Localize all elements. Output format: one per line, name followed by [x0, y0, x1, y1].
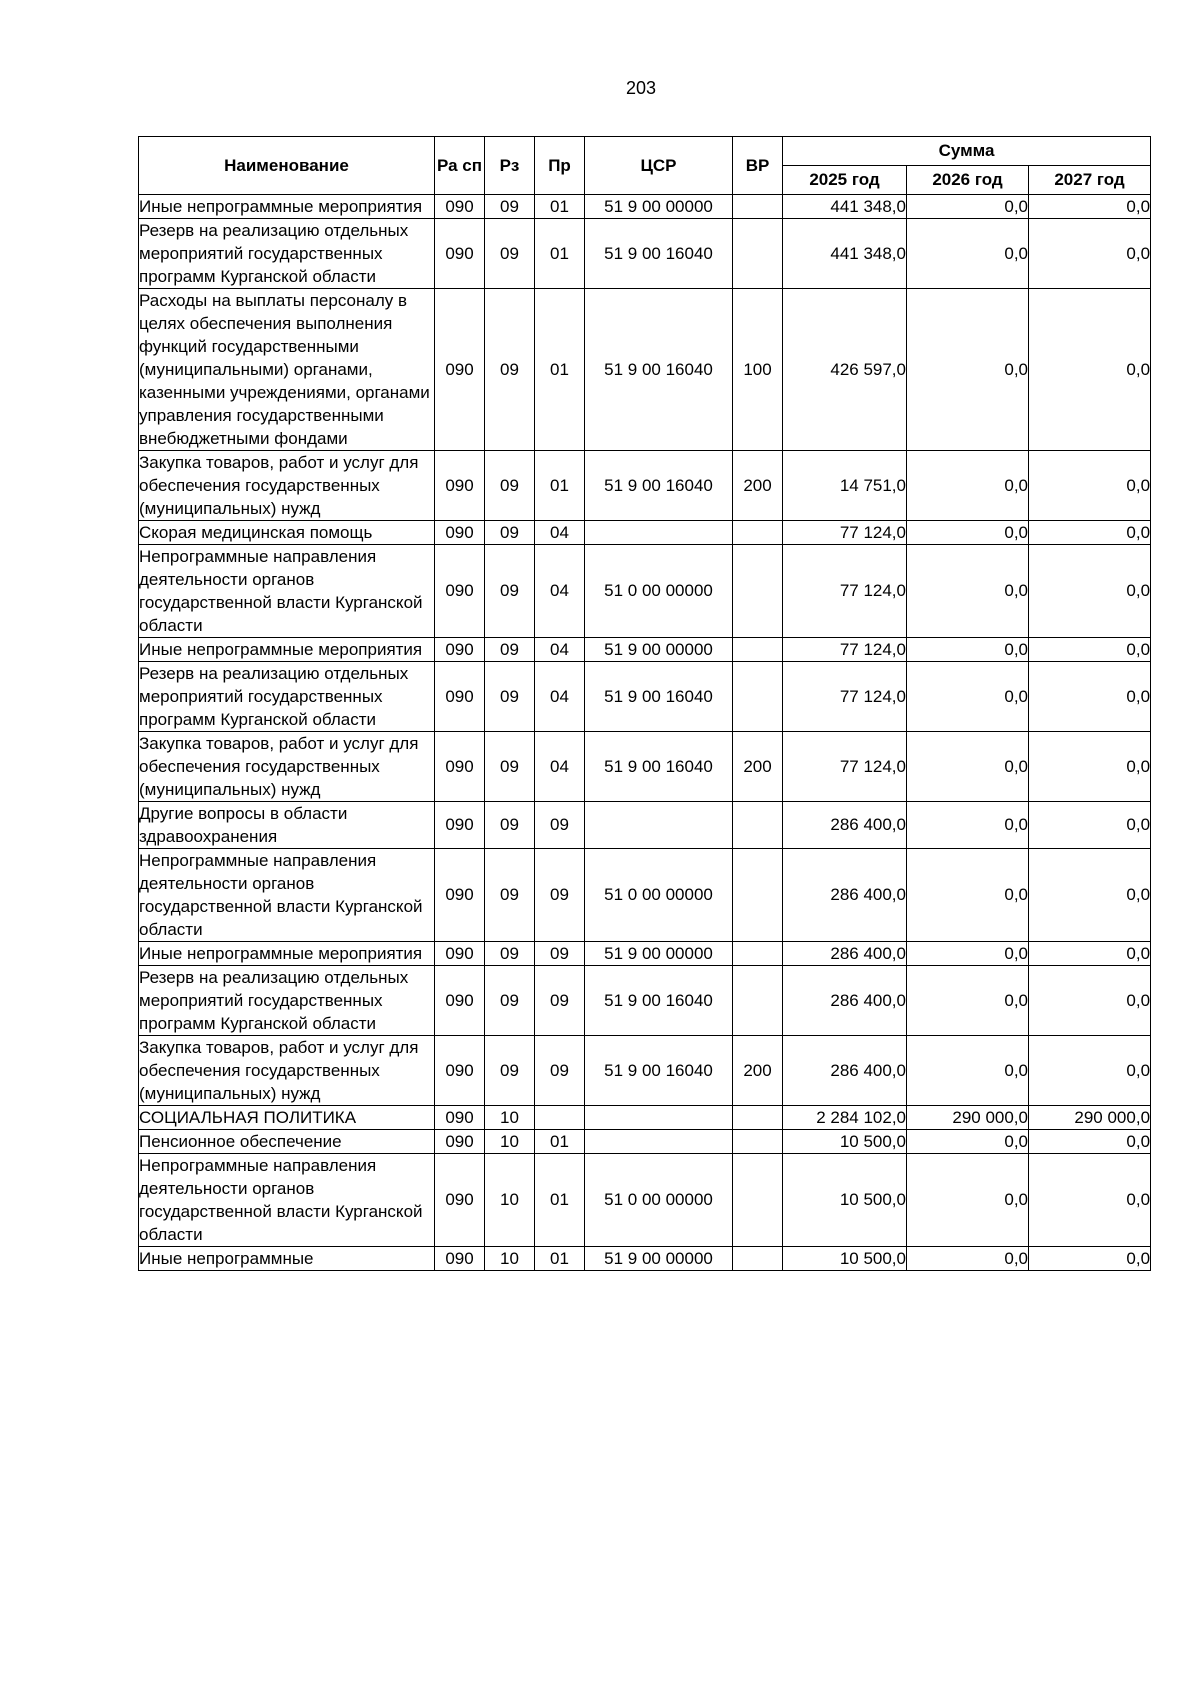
- cell-2025: 10 500,0: [783, 1247, 907, 1271]
- cell-name: Скорая медицинская помощь: [139, 521, 435, 545]
- cell-2026: 0,0: [907, 289, 1029, 451]
- cell-2025: 14 751,0: [783, 451, 907, 521]
- header-sum: Сумма: [783, 137, 1151, 166]
- cell-2025: 77 124,0: [783, 638, 907, 662]
- cell-rasp: 090: [435, 1106, 485, 1130]
- cell-vr: [733, 219, 783, 289]
- cell-2025: 286 400,0: [783, 849, 907, 942]
- cell-2026: 0,0: [907, 451, 1029, 521]
- header-vr: ВР: [733, 137, 783, 195]
- cell-vr: [733, 195, 783, 219]
- cell-2025: 2 284 102,0: [783, 1106, 907, 1130]
- cell-2025: 441 348,0: [783, 219, 907, 289]
- cell-rasp: 090: [435, 1130, 485, 1154]
- cell-rz: 09: [485, 966, 535, 1036]
- cell-rasp: 090: [435, 451, 485, 521]
- cell-pr: 09: [535, 942, 585, 966]
- cell-pr: 01: [535, 451, 585, 521]
- cell-2027: 0,0: [1029, 545, 1151, 638]
- header-2025: 2025 год: [783, 166, 907, 195]
- cell-rz: 09: [485, 521, 535, 545]
- cell-rz: 09: [485, 849, 535, 942]
- cell-2026: 0,0: [907, 732, 1029, 802]
- cell-pr: 09: [535, 849, 585, 942]
- cell-csr: 51 0 00 00000: [585, 545, 733, 638]
- cell-vr: [733, 638, 783, 662]
- header-name: Наименование: [139, 137, 435, 195]
- table-row: [139, 802, 1151, 849]
- cell-csr: 51 9 00 16040: [585, 451, 733, 521]
- cell-csr: 51 9 00 16040: [585, 732, 733, 802]
- cell-2027: 0,0: [1029, 966, 1151, 1036]
- cell-vr: [733, 545, 783, 638]
- cell-rasp: 090: [435, 638, 485, 662]
- cell-csr: [585, 1106, 733, 1130]
- table-row: [139, 966, 1151, 1036]
- table-row: [139, 289, 1151, 451]
- cell-2026: 290 000,0: [907, 1106, 1029, 1130]
- cell-csr: 51 9 00 00000: [585, 638, 733, 662]
- cell-2027: 0,0: [1029, 802, 1151, 849]
- cell-2025: 286 400,0: [783, 1036, 907, 1106]
- header-csr: ЦСР: [585, 137, 733, 195]
- cell-rz: 10: [485, 1130, 535, 1154]
- table-row: [139, 732, 1151, 802]
- cell-2026: 0,0: [907, 849, 1029, 942]
- table-row: [139, 1130, 1151, 1154]
- table-row: [139, 942, 1151, 966]
- cell-2025: 77 124,0: [783, 521, 907, 545]
- cell-2026: 0,0: [907, 662, 1029, 732]
- cell-vr: [733, 802, 783, 849]
- cell-rz: 09: [485, 802, 535, 849]
- cell-csr: [585, 521, 733, 545]
- cell-2027: 0,0: [1029, 942, 1151, 966]
- cell-pr: 01: [535, 195, 585, 219]
- cell-name: Иные непрограммные мероприятия: [139, 942, 435, 966]
- cell-pr: 09: [535, 966, 585, 1036]
- cell-vr: [733, 662, 783, 732]
- cell-name: Другие вопросы в области здравоохранения: [139, 802, 435, 849]
- cell-rz: 10: [485, 1247, 535, 1271]
- cell-pr: 01: [535, 289, 585, 451]
- cell-name: Непрограммные направления деятельности органов государственной власти Курганской области: [139, 545, 435, 638]
- cell-rasp: 090: [435, 219, 485, 289]
- cell-csr: 51 9 00 00000: [585, 195, 733, 219]
- cell-pr: 04: [535, 545, 585, 638]
- table-row: [139, 1036, 1151, 1106]
- cell-2026: 0,0: [907, 942, 1029, 966]
- header-rasp: Ра сп: [435, 137, 485, 195]
- header-2027: 2027 год: [1029, 166, 1151, 195]
- cell-2027: 0,0: [1029, 638, 1151, 662]
- cell-2025: 426 597,0: [783, 289, 907, 451]
- table-row: [139, 638, 1151, 662]
- cell-vr: [733, 1130, 783, 1154]
- cell-2026: 0,0: [907, 521, 1029, 545]
- table-row: [139, 1247, 1151, 1271]
- cell-vr: 100: [733, 289, 783, 451]
- cell-vr: [733, 1247, 783, 1271]
- cell-2025: 77 124,0: [783, 732, 907, 802]
- cell-vr: [733, 966, 783, 1036]
- cell-csr: 51 9 00 00000: [585, 1247, 733, 1271]
- cell-2026: 0,0: [907, 1036, 1029, 1106]
- cell-2025: 77 124,0: [783, 545, 907, 638]
- cell-rasp: 090: [435, 942, 485, 966]
- cell-vr: 200: [733, 1036, 783, 1106]
- cell-rasp: 090: [435, 545, 485, 638]
- cell-rasp: 090: [435, 521, 485, 545]
- cell-2025: 10 500,0: [783, 1154, 907, 1247]
- cell-rasp: 090: [435, 195, 485, 219]
- cell-name: Закупка товаров, работ и услуг для обеспечения государственных (муниципальных) нужд: [139, 451, 435, 521]
- table-row: [139, 1106, 1151, 1130]
- cell-pr: [535, 1106, 585, 1130]
- cell-rz: 09: [485, 451, 535, 521]
- cell-2026: 0,0: [907, 195, 1029, 219]
- cell-2027: 0,0: [1029, 219, 1151, 289]
- cell-2027: 290 000,0: [1029, 1106, 1151, 1130]
- cell-csr: 51 9 00 00000: [585, 942, 733, 966]
- table-row: [139, 521, 1151, 545]
- cell-pr: 04: [535, 638, 585, 662]
- cell-rz: 09: [485, 1036, 535, 1106]
- cell-csr: 51 9 00 16040: [585, 1036, 733, 1106]
- cell-2025: 77 124,0: [783, 662, 907, 732]
- cell-2027: 0,0: [1029, 1154, 1151, 1247]
- cell-rz: 10: [485, 1154, 535, 1247]
- cell-name: Закупка товаров, работ и услуг для обеспечения государственных (муниципальных) нужд: [139, 1036, 435, 1106]
- cell-2025: 286 400,0: [783, 802, 907, 849]
- cell-csr: [585, 1130, 733, 1154]
- header-2026: 2026 год: [907, 166, 1029, 195]
- cell-name: Резерв на реализацию отдельных мероприятий государственных программ Курганской области: [139, 219, 435, 289]
- cell-rasp: 090: [435, 849, 485, 942]
- cell-name: Резерв на реализацию отдельных мероприятий государственных программ Курганской области: [139, 966, 435, 1036]
- cell-pr: 04: [535, 662, 585, 732]
- table-row: [139, 662, 1151, 732]
- cell-pr: 01: [535, 1130, 585, 1154]
- header-pr: Пр: [535, 137, 585, 195]
- cell-name: Пенсионное обеспечение: [139, 1130, 435, 1154]
- table-row: [139, 1154, 1151, 1247]
- table-row: [139, 195, 1151, 219]
- cell-rz: 09: [485, 195, 535, 219]
- cell-2026: 0,0: [907, 638, 1029, 662]
- cell-2026: 0,0: [907, 1247, 1029, 1271]
- cell-csr: [585, 802, 733, 849]
- cell-rasp: 090: [435, 289, 485, 451]
- cell-csr: 51 9 00 16040: [585, 662, 733, 732]
- cell-name: Расходы на выплаты персоналу в целях обеспечения выполнения функций государственными (муниципальными) органами, казенными учреждениями, органами управления государственными внебюджетными фондами: [139, 289, 435, 451]
- cell-name: Закупка товаров, работ и услуг для обеспечения государственных (муниципальных) нужд: [139, 732, 435, 802]
- header-rz: Рз: [485, 137, 535, 195]
- cell-2027: 0,0: [1029, 662, 1151, 732]
- cell-rasp: 090: [435, 802, 485, 849]
- cell-pr: 04: [535, 521, 585, 545]
- table-row: [139, 545, 1151, 638]
- cell-rasp: 090: [435, 1154, 485, 1247]
- cell-rasp: 090: [435, 1247, 485, 1271]
- cell-2025: 10 500,0: [783, 1130, 907, 1154]
- page-number: 203: [625, 78, 657, 98]
- cell-rasp: 090: [435, 732, 485, 802]
- cell-2025: 441 348,0: [783, 195, 907, 219]
- cell-2027: 0,0: [1029, 1130, 1151, 1154]
- cell-2027: 0,0: [1029, 1036, 1151, 1106]
- cell-csr: 51 0 00 00000: [585, 1154, 733, 1247]
- cell-name: Иные непрограммные: [139, 1247, 435, 1271]
- budget-table: [138, 136, 1151, 1271]
- cell-rz: 10: [485, 1106, 535, 1130]
- cell-csr: 51 9 00 16040: [585, 966, 733, 1036]
- cell-pr: 01: [535, 1154, 585, 1247]
- cell-vr: [733, 849, 783, 942]
- table-row: [139, 451, 1151, 521]
- cell-name: Непрограммные направления деятельности органов государственной власти Курганской области: [139, 849, 435, 942]
- cell-2027: 0,0: [1029, 1247, 1151, 1271]
- cell-2026: 0,0: [907, 1130, 1029, 1154]
- cell-vr: [733, 1154, 783, 1247]
- cell-rasp: 090: [435, 662, 485, 732]
- cell-name: Иные непрограммные мероприятия: [139, 195, 435, 219]
- cell-rz: 09: [485, 662, 535, 732]
- cell-pr: 01: [535, 219, 585, 289]
- cell-pr: 09: [535, 802, 585, 849]
- cell-rz: 09: [485, 219, 535, 289]
- cell-2026: 0,0: [907, 802, 1029, 849]
- cell-name: СОЦИАЛЬНАЯ ПОЛИТИКА: [139, 1106, 435, 1130]
- cell-2027: 0,0: [1029, 195, 1151, 219]
- cell-2026: 0,0: [907, 219, 1029, 289]
- cell-2027: 0,0: [1029, 451, 1151, 521]
- cell-csr: 51 0 00 00000: [585, 849, 733, 942]
- cell-2027: 0,0: [1029, 849, 1151, 942]
- cell-rz: 09: [485, 289, 535, 451]
- cell-rasp: 090: [435, 1036, 485, 1106]
- cell-rz: 09: [485, 545, 535, 638]
- cell-2026: 0,0: [907, 966, 1029, 1036]
- cell-vr: [733, 521, 783, 545]
- cell-2027: 0,0: [1029, 732, 1151, 802]
- cell-name: Резерв на реализацию отдельных мероприятий государственных программ Курганской области: [139, 662, 435, 732]
- cell-2026: 0,0: [907, 1154, 1029, 1247]
- cell-csr: 51 9 00 16040: [585, 219, 733, 289]
- cell-rz: 09: [485, 638, 535, 662]
- cell-vr: [733, 1106, 783, 1130]
- cell-pr: 01: [535, 1247, 585, 1271]
- cell-csr: 51 9 00 16040: [585, 289, 733, 451]
- cell-rz: 09: [485, 732, 535, 802]
- cell-2027: 0,0: [1029, 521, 1151, 545]
- cell-2027: 0,0: [1029, 289, 1151, 451]
- cell-2026: 0,0: [907, 545, 1029, 638]
- cell-vr: [733, 942, 783, 966]
- cell-name: Иные непрограммные мероприятия: [139, 638, 435, 662]
- cell-2025: 286 400,0: [783, 966, 907, 1036]
- cell-vr: 200: [733, 732, 783, 802]
- table-row: [139, 219, 1151, 289]
- cell-pr: 09: [535, 1036, 585, 1106]
- cell-vr: 200: [733, 451, 783, 521]
- cell-rasp: 090: [435, 966, 485, 1036]
- cell-name: Непрограммные направления деятельности органов государственной власти Курганской области: [139, 1154, 435, 1247]
- cell-rz: 09: [485, 942, 535, 966]
- table-row: [139, 849, 1151, 942]
- cell-2025: 286 400,0: [783, 942, 907, 966]
- cell-pr: 04: [535, 732, 585, 802]
